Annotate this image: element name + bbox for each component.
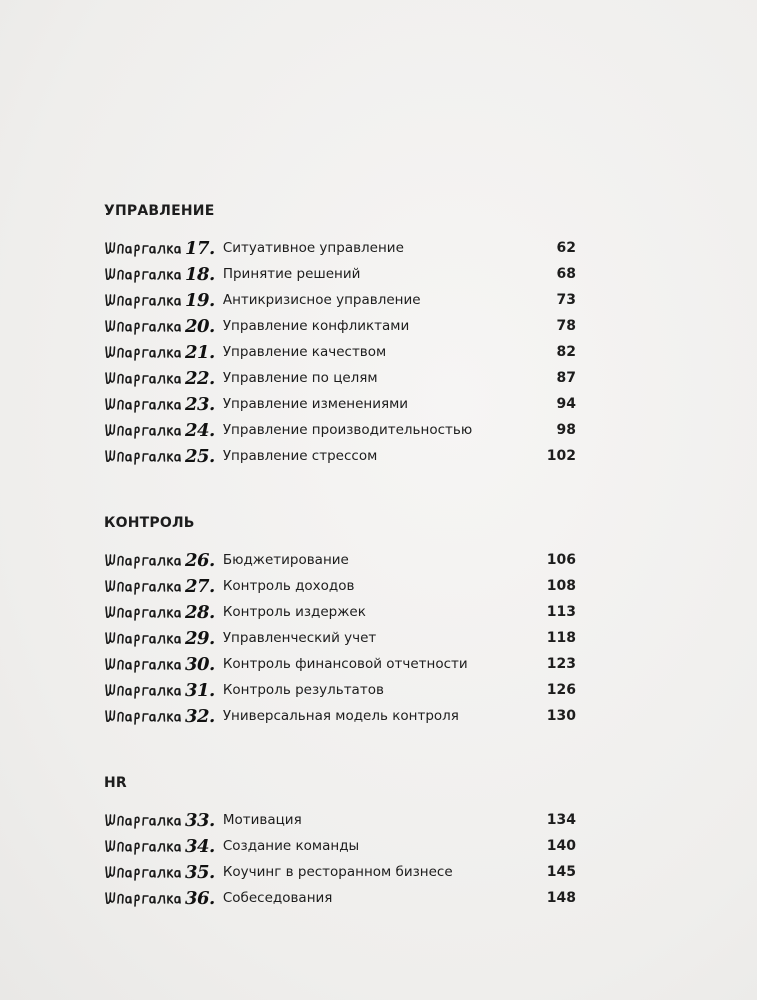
cheatsheet-number: 27.	[185, 575, 215, 597]
handwritten-cheatsheet-mark	[104, 238, 182, 258]
handwritten-label	[104, 888, 217, 909]
handwritten-cheatsheet-mark	[104, 602, 182, 622]
toc-entries	[104, 547, 576, 729]
page-number: 82	[556, 344, 576, 360]
toc-entry[interactable]	[104, 261, 576, 287]
toc-entry[interactable]	[104, 235, 576, 261]
handwritten-label	[104, 446, 217, 467]
toc-entry[interactable]	[104, 703, 576, 729]
handwritten-cheatsheet-mark	[104, 394, 182, 414]
handwritten-label	[104, 628, 217, 649]
page-number: 62	[556, 240, 576, 256]
toc-entry[interactable]	[104, 833, 576, 859]
handwritten-label	[104, 316, 217, 337]
section-title: HR	[104, 775, 127, 791]
cheatsheet-number: 23.	[185, 393, 215, 415]
handwritten-label	[104, 394, 217, 415]
toc-entry[interactable]	[104, 287, 576, 313]
cheatsheet-number: 21.	[185, 341, 215, 363]
handwritten-cheatsheet-mark	[104, 446, 182, 466]
handwritten-cheatsheet-mark	[104, 810, 182, 830]
toc-entry[interactable]	[104, 599, 576, 625]
handwritten-label	[104, 706, 217, 727]
toc-entry[interactable]	[104, 677, 576, 703]
page-number: 68	[556, 266, 576, 282]
handwritten-cheatsheet-mark	[104, 550, 182, 570]
toc-entry[interactable]	[104, 625, 576, 651]
toc-entry[interactable]	[104, 365, 576, 391]
toc-entry[interactable]	[104, 339, 576, 365]
page-number: 148	[546, 890, 576, 906]
cheatsheet-number: 22.	[185, 367, 215, 389]
entry-title: Контроль финансовой отчетности	[222, 656, 468, 672]
cheatsheet-number: 35.	[185, 861, 215, 883]
page-number: 145	[546, 864, 576, 880]
toc-entries	[104, 235, 576, 469]
handwritten-label	[104, 264, 217, 285]
handwritten-label	[104, 576, 217, 597]
cheatsheet-number: 20.	[185, 315, 215, 337]
page-number: 123	[546, 656, 576, 672]
entry-title: Ситуативное управление	[222, 240, 404, 256]
cheatsheet-number: 36.	[185, 887, 215, 909]
handwritten-label	[104, 342, 217, 363]
page-number: 126	[546, 682, 576, 698]
handwritten-label	[104, 238, 217, 259]
toc-entry[interactable]	[104, 417, 576, 443]
entry-title: Мотивация	[222, 812, 302, 828]
handwritten-label	[104, 654, 217, 675]
handwritten-label	[104, 368, 217, 389]
handwritten-cheatsheet-mark	[104, 264, 182, 284]
handwritten-label	[104, 602, 217, 623]
entry-title: Антикризисное управление	[222, 292, 421, 308]
handwritten-cheatsheet-mark	[104, 628, 182, 648]
handwritten-cheatsheet-mark	[104, 420, 182, 440]
page-number: 78	[556, 318, 576, 334]
handwritten-cheatsheet-mark	[104, 680, 182, 700]
page-number: 113	[546, 604, 576, 620]
handwritten-cheatsheet-mark	[104, 290, 182, 310]
toc-entry[interactable]	[104, 859, 576, 885]
cheatsheet-number: 17.	[185, 237, 215, 259]
entry-title: Управление стрессом	[222, 448, 378, 464]
handwritten-cheatsheet-mark	[104, 888, 182, 908]
toc-entry[interactable]	[104, 547, 576, 573]
toc-entry[interactable]	[104, 573, 576, 599]
entry-title: Управленческий учет	[222, 630, 377, 646]
handwritten-label	[104, 680, 217, 701]
entry-title: Управление конфликтами	[222, 318, 410, 334]
cheatsheet-number: 28.	[185, 601, 215, 623]
toc-entry[interactable]	[104, 443, 576, 469]
section-control	[104, 513, 576, 729]
handwritten-label	[104, 550, 217, 571]
page-number: 108	[546, 578, 576, 594]
page-number: 87	[556, 370, 576, 386]
handwritten-cheatsheet-mark	[104, 862, 182, 882]
handwritten-cheatsheet-mark	[104, 654, 182, 674]
handwritten-label	[104, 420, 217, 441]
cheatsheet-number: 34.	[185, 835, 215, 857]
handwritten-cheatsheet-mark	[104, 368, 182, 388]
cheatsheet-number: 31.	[185, 679, 215, 701]
handwritten-cheatsheet-mark	[104, 342, 182, 362]
entry-title: Бюджетирование	[222, 552, 349, 568]
page-number: 94	[556, 396, 576, 412]
page-number: 130	[546, 708, 576, 724]
cheatsheet-number: 26.	[185, 549, 215, 571]
toc-entry[interactable]	[104, 885, 576, 911]
page-number: 140	[546, 838, 576, 854]
toc-entry[interactable]	[104, 651, 576, 677]
page-number: 102	[546, 448, 576, 464]
section-management	[104, 201, 576, 469]
cheatsheet-number: 25.	[185, 445, 215, 467]
entry-title: Коучинг в ресторанном бизнесе	[222, 864, 453, 880]
entry-title: Управление производительностью	[222, 422, 473, 438]
page-number: 73	[556, 292, 576, 308]
entry-title: Управление качеством	[222, 344, 387, 360]
toc-entry[interactable]	[104, 807, 576, 833]
handwritten-label	[104, 862, 217, 883]
handwritten-label	[104, 836, 217, 857]
section-title: УПРАВЛЕНИЕ	[104, 203, 215, 219]
page-number: 98	[556, 422, 576, 438]
cheatsheet-number: 30.	[185, 653, 215, 675]
entry-title: Управление изменениями	[222, 396, 409, 412]
handwritten-label	[104, 810, 217, 831]
entry-title: Контроль результатов	[222, 682, 384, 698]
cheatsheet-number: 29.	[185, 627, 215, 649]
handwritten-cheatsheet-mark	[104, 836, 182, 856]
handwritten-cheatsheet-mark	[104, 576, 182, 596]
cheatsheet-number: 32.	[185, 705, 215, 727]
page-number: 118	[546, 630, 576, 646]
page-number: 134	[546, 812, 576, 828]
cheatsheet-number: 18.	[185, 263, 215, 285]
entry-title: Собеседования	[222, 890, 333, 906]
entry-title: Управление по целям	[222, 370, 378, 386]
entry-title: Создание команды	[222, 838, 360, 854]
cheatsheet-number: 24.	[185, 419, 215, 441]
cheatsheet-number: 33.	[185, 809, 215, 831]
entry-title: Контроль издержек	[222, 604, 366, 620]
entry-title: Принятие решений	[222, 266, 361, 282]
cheatsheet-number: 19.	[185, 289, 215, 311]
entry-title: Контроль доходов	[222, 578, 355, 594]
handwritten-cheatsheet-mark	[104, 706, 182, 726]
toc-entries	[104, 807, 576, 911]
entry-title: Универсальная модель контроля	[222, 708, 459, 724]
section-title: КОНТРОЛЬ	[104, 515, 195, 531]
page-number: 106	[546, 552, 576, 568]
handwritten-cheatsheet-mark	[104, 316, 182, 336]
handwritten-label	[104, 290, 217, 311]
toc-entry[interactable]	[104, 391, 576, 417]
section-hr	[104, 773, 576, 911]
toc-entry[interactable]	[104, 313, 576, 339]
